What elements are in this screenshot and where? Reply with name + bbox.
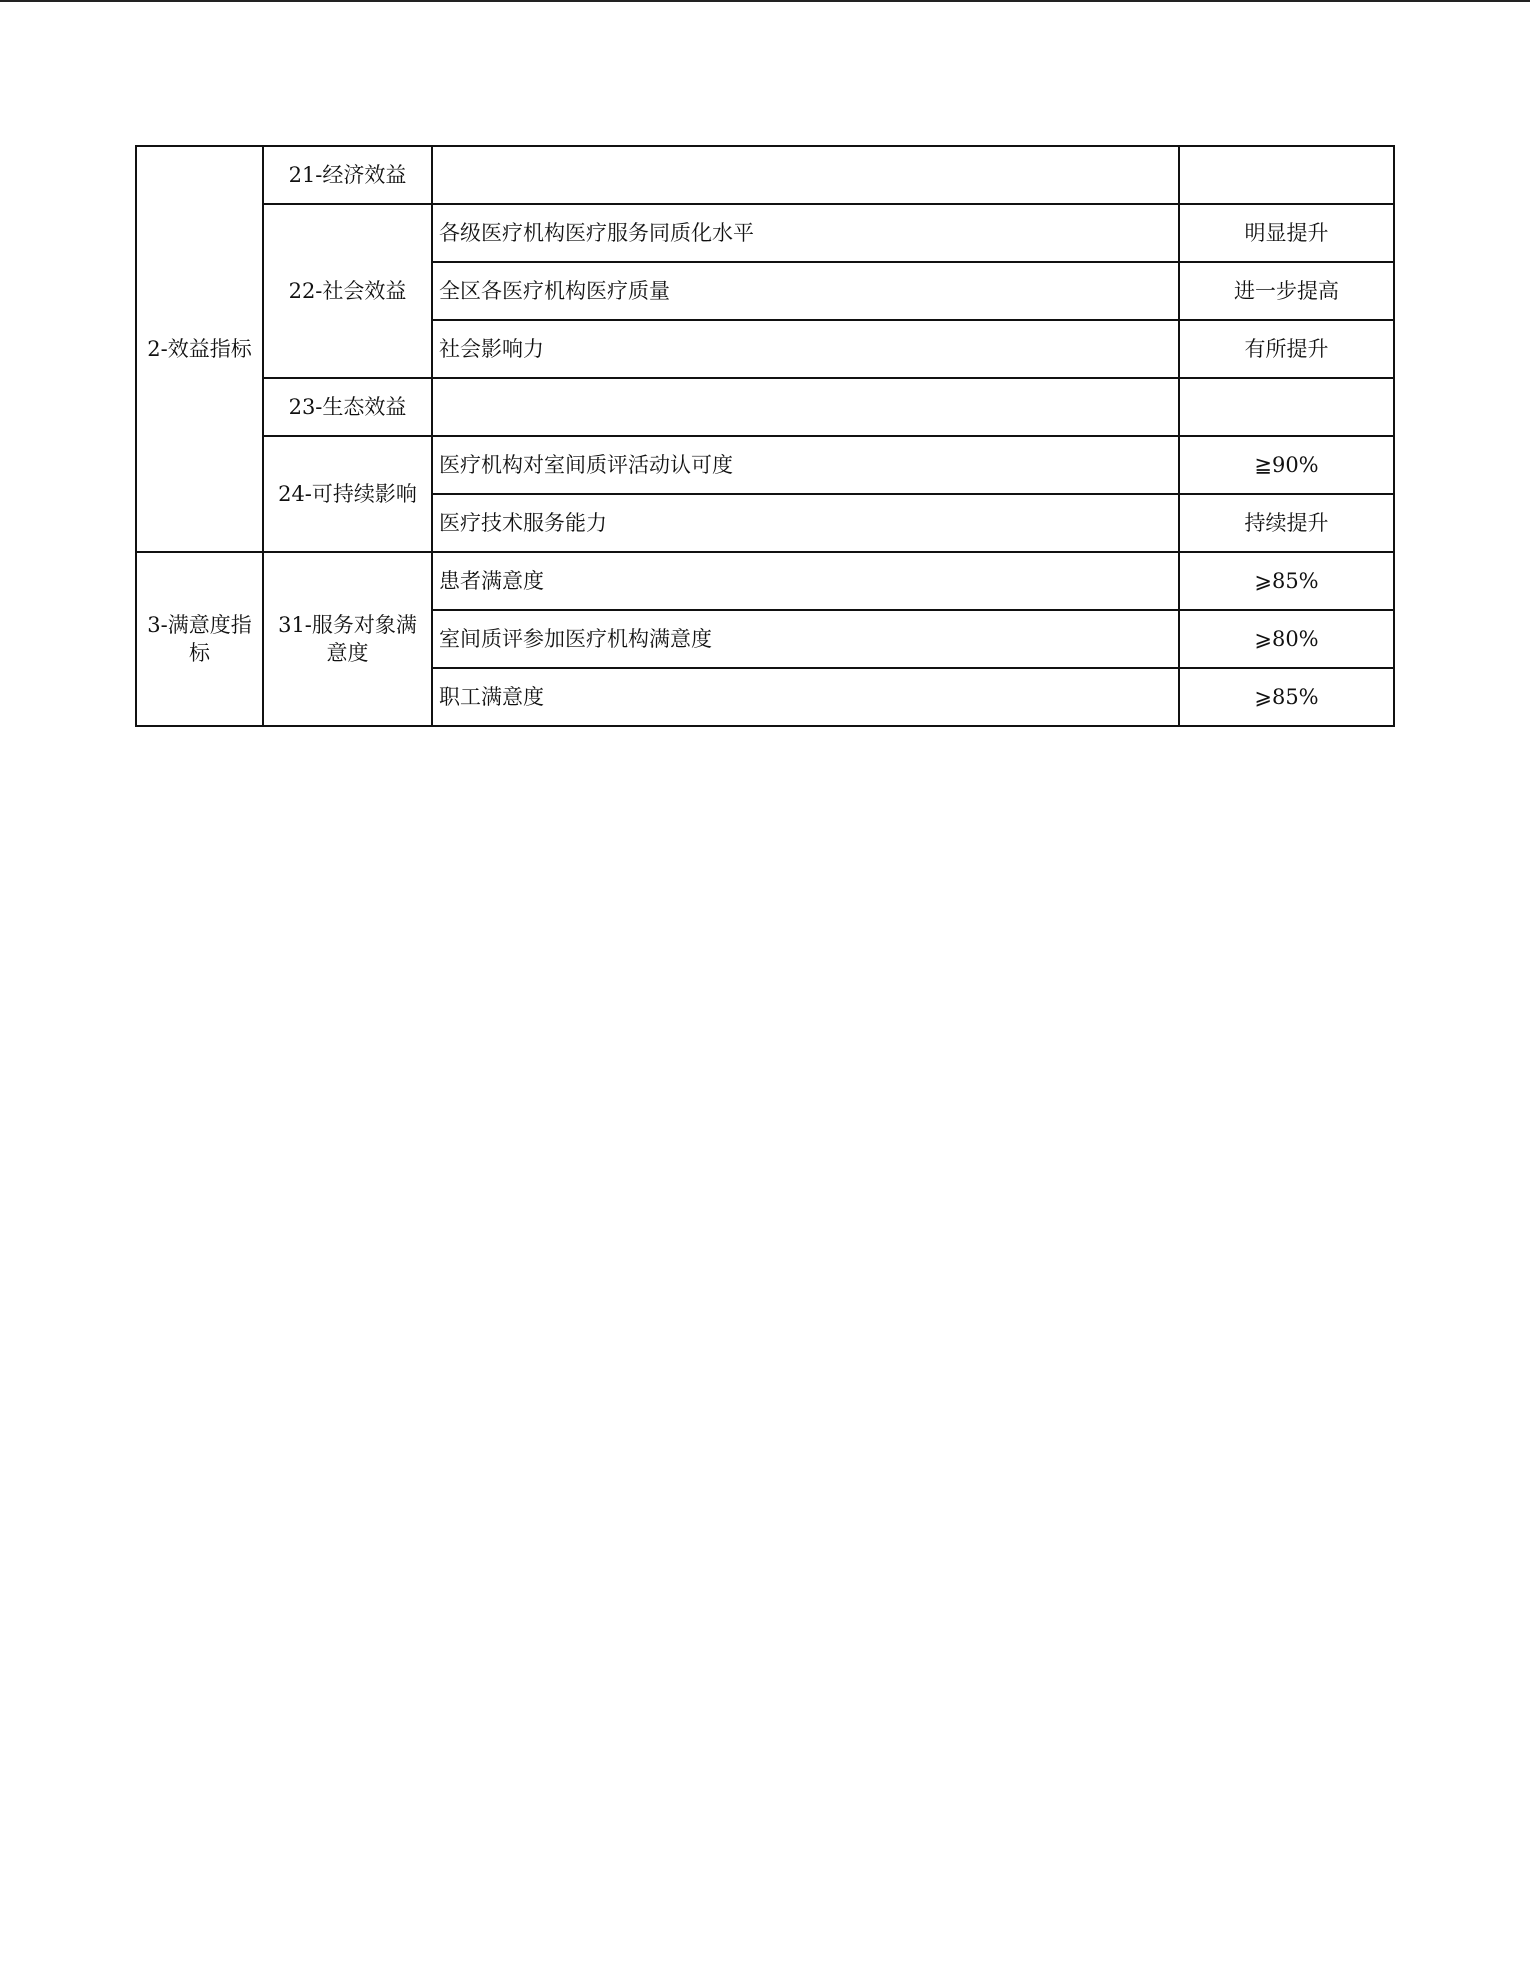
performance-indicator-table bbox=[135, 145, 1395, 727]
level3-indicator-cell: 医疗机构对室间质评活动认可度 bbox=[432, 436, 1179, 494]
indicator-value-cell: ⩾80% bbox=[1179, 610, 1394, 668]
level3-indicator-cell bbox=[432, 146, 1179, 204]
level3-indicator-cell: 医疗技术服务能力 bbox=[432, 494, 1179, 552]
level3-indicator-cell: 各级医疗机构医疗服务同质化水平 bbox=[432, 204, 1179, 262]
level3-indicator-cell: 社会影响力 bbox=[432, 320, 1179, 378]
level2-indicator-cell: 31-服务对象满意度 bbox=[263, 552, 432, 726]
level1-indicator-cell: 3-满意度指标 bbox=[136, 552, 263, 726]
table-row bbox=[136, 436, 1394, 494]
table-row bbox=[136, 378, 1394, 436]
level2-indicator-cell: 21-经济效益 bbox=[263, 146, 432, 204]
indicator-value-cell: 明显提升 bbox=[1179, 204, 1394, 262]
level3-indicator-cell: 患者满意度 bbox=[432, 552, 1179, 610]
indicator-value-cell bbox=[1179, 146, 1394, 204]
table-row bbox=[136, 204, 1394, 262]
indicator-value-cell: ≧90% bbox=[1179, 436, 1394, 494]
table-row bbox=[136, 552, 1394, 610]
table-row bbox=[136, 146, 1394, 204]
indicator-value-cell: 有所提升 bbox=[1179, 320, 1394, 378]
indicator-value-cell: ⩾85% bbox=[1179, 668, 1394, 726]
indicator-value-cell bbox=[1179, 378, 1394, 436]
indicator-value-cell: 进一步提高 bbox=[1179, 262, 1394, 320]
level3-indicator-cell: 全区各医疗机构医疗质量 bbox=[432, 262, 1179, 320]
level1-indicator-cell: 2-效益指标 bbox=[136, 146, 263, 552]
level2-indicator-cell: 23-生态效益 bbox=[263, 378, 432, 436]
level2-indicator-cell: 24-可持续影响 bbox=[263, 436, 432, 552]
level2-indicator-cell: 22-社会效益 bbox=[263, 204, 432, 378]
level3-indicator-cell: 职工满意度 bbox=[432, 668, 1179, 726]
indicator-value-cell: 持续提升 bbox=[1179, 494, 1394, 552]
level3-indicator-cell bbox=[432, 378, 1179, 436]
level3-indicator-cell: 室间质评参加医疗机构满意度 bbox=[432, 610, 1179, 668]
page-top-rule bbox=[0, 0, 1530, 2]
indicator-value-cell: ⩾85% bbox=[1179, 552, 1394, 610]
